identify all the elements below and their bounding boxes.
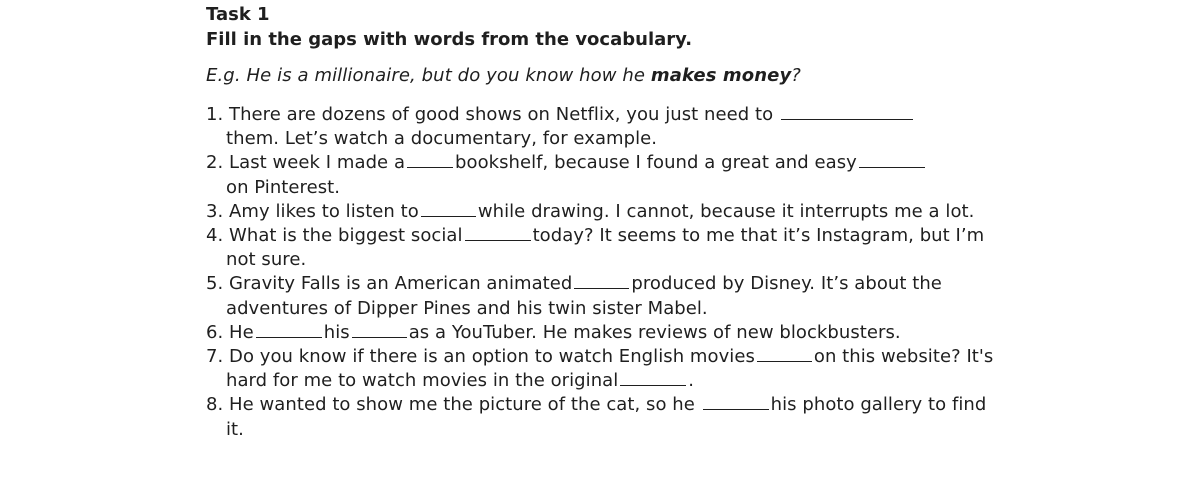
example-suffix: ? <box>791 65 801 86</box>
gap-blank[interactable] <box>703 395 769 410</box>
gap-blank[interactable] <box>407 153 453 168</box>
gap-blank[interactable] <box>620 371 686 386</box>
gap-blank[interactable] <box>421 202 476 217</box>
task-title: Task 1 <box>206 4 270 25</box>
exercise-item-7 <box>206 345 996 393</box>
gap-blank[interactable] <box>352 323 407 338</box>
item-text: as a YouTuber. He makes reviews of new blockbusters. <box>408 321 901 343</box>
exercise-item-4 <box>206 224 996 272</box>
gap-blank[interactable] <box>465 226 531 241</box>
item-text: produced by Disney. It’s about the adventures of Dipper Pines and his twin sister Mabel. <box>226 273 942 319</box>
exercise-item-2 <box>206 151 996 199</box>
item-text: 8. He wanted to show me the picture of the cat, so he <box>206 394 695 416</box>
task-instruction: Fill in the gaps with words from the vocabulary. <box>206 29 693 50</box>
gap-blank[interactable] <box>757 347 812 362</box>
example-sentence <box>206 64 996 88</box>
example-prefix: E.g. He is a millionaire, but do you know how he <box>206 65 651 86</box>
item-text: 4. What is the biggest social <box>206 225 463 247</box>
item-text: his photo gallery to find it. <box>226 394 987 440</box>
item-text: 1. There are dozens of good shows on Netflix, you just need to <box>206 104 774 125</box>
item-text: while drawing. I cannot, because it interrupts me a lot. <box>477 200 975 222</box>
exercise-item-3 <box>206 200 996 224</box>
item-text: 5. Gravity Falls is an American animated <box>206 273 573 295</box>
worksheet <box>206 4 996 442</box>
exercise-item-5 <box>206 272 996 320</box>
item-text: his <box>323 321 350 343</box>
item-text: . <box>688 370 695 392</box>
item-text: 2. Last week I made a <box>206 152 406 174</box>
gap-blank[interactable] <box>781 105 913 120</box>
exercise-item-1 <box>206 103 996 151</box>
item-text: them. Let’s watch a documentary, for example. <box>226 128 658 150</box>
item-text: bookshelf, because I found a great and easy <box>455 152 857 174</box>
item-text: on Pinterest. <box>226 176 341 198</box>
gap-blank[interactable] <box>859 153 925 168</box>
item-text: today? It seems to me that it’s Instagram, but I’m not sure. <box>226 225 985 271</box>
exercise-item-8 <box>206 393 996 441</box>
exercise-item-6 <box>206 321 996 345</box>
item-text: 7. Do you know if there is an option to watch English movies <box>206 346 755 368</box>
item-text: 3. Amy likes to listen to <box>206 200 419 222</box>
example-emphasis: makes money <box>650 65 792 86</box>
gap-blank[interactable] <box>574 274 629 289</box>
item-text: on this website? It's hard for me to watch movies in the original <box>226 346 994 392</box>
gap-blank[interactable] <box>256 323 322 338</box>
item-text: 6. He <box>206 321 254 343</box>
exercise-list <box>206 103 996 442</box>
